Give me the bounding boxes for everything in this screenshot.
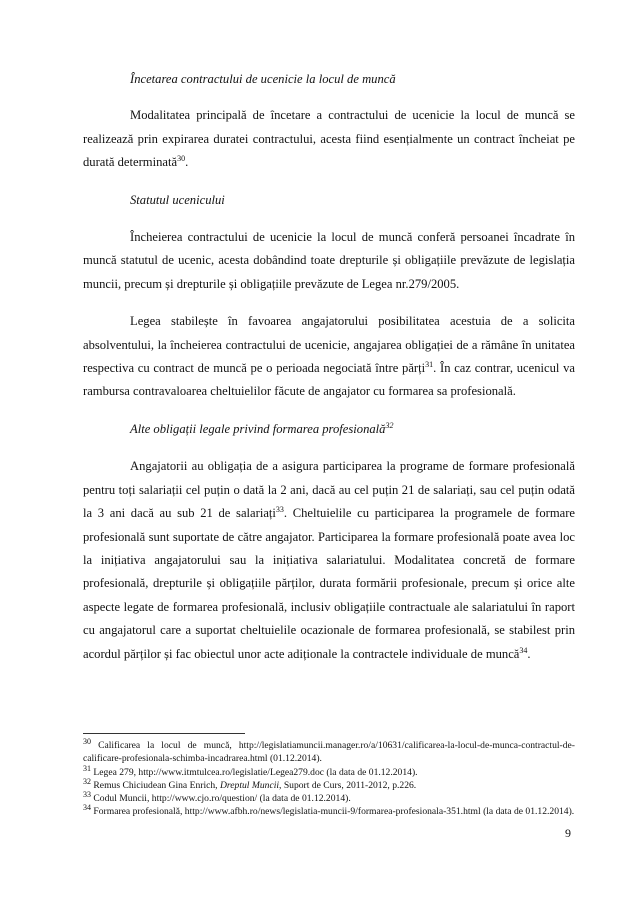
section-heading — [83, 418, 575, 441]
paragraph-text: . — [527, 646, 531, 661]
footnote-text: , Suport de Curs, 2011-2012, p.226. — [279, 779, 417, 791]
footnote — [83, 805, 575, 818]
heading-text: Statutul ucenicului — [130, 192, 225, 207]
footnote-ref[interactable]: 30 — [177, 154, 186, 164]
footnote — [83, 736, 575, 766]
body-text — [83, 68, 575, 666]
footnote-ref[interactable]: 34 — [519, 645, 528, 655]
heading-text: Încetarea contractului de ucenicie la locul de muncă — [130, 72, 396, 86]
paragraph — [83, 310, 575, 404]
footnote — [83, 763, 575, 779]
footnote-number: 31 — [83, 763, 91, 773]
footnote-ref[interactable]: 32 — [385, 420, 394, 430]
footnote-text[interactable]: Calificarea la locul de muncă, http://legislatiamuncii.manager.ro/a/10631/calificarea-la-locul-de-munca-contractul-de-calificare-profesionala-schimba-incadrarea.html (01.12.2014). — [83, 740, 575, 765]
paragraph-text: . În caz contrar, ucenicul va rambursa contravaloarea cheltuielilor făcute de angajator cu formarea sa profesională. — [83, 361, 575, 399]
page-number: 9 — [565, 826, 571, 840]
footnote-ref[interactable]: 31 — [425, 359, 434, 369]
paragraph-text: Angajatorii au obligația de a asigura participarea la programe de formare profesională pentru toți salariații cel puțin o dată la 2 ani, dacă au cel puțin 21 de salariați, sau cel puțin odată la 3 ani dacă au sub 21 de salariați — [83, 459, 575, 521]
heading-text: Alte obligații legale privind formarea profesională — [130, 421, 386, 436]
footnote-number: 34 — [83, 803, 91, 813]
paragraph-text: . Cheltuielile cu participarea la programele de formare profesională sunt suportate de către angajator. Participarea la formare profesională poate avea loc la inițiativa angajatorului sau la inițiativa salariatului. Modalitatea concretă de formare profesională, drepturile și obligațiile părților, durata formării profesionale, precum și orice alte aspecte legate de formarea profesională, inclusiv obligațiile contractuale ale salariatului în raport cu angajatorul care a suportat cheltuielile ocazionale de formarea profesională, se stabilest prin acordul părților și fac obiectul unor acte adiționale la contractele individuale de muncă — [83, 506, 575, 661]
footnote-book-title: Dreptul Muncii — [219, 779, 280, 791]
section-heading — [83, 189, 575, 212]
paragraph — [83, 226, 575, 296]
footnote-text[interactable]: Codul Muncii, http://www.cjo.ro/question/ (la data de 01.12.2014). — [93, 793, 351, 805]
footnote-divider — [83, 733, 245, 734]
paragraph-text: Încheierea contractului de ucenicie la locul de muncă conferă persoanei încadrate în muncă statutul de ucenic, acesta dobândind toate drepturile și obligațiile prevăzute de legislația muncii, precum și drepturile și obligațiile prevăzute de Legea nr.279/2005. — [83, 230, 575, 291]
footnote-text[interactable]: Legea 279, http://www.itmtulcea.ro/legislatie/Legea279.doc (la data de 01.12.2014). — [93, 766, 418, 778]
footnote-text: Remus Chiciudean Gina Enrich, — [93, 779, 220, 791]
footnote-number: 30 — [83, 736, 91, 746]
footnote — [83, 792, 575, 805]
footnote-ref[interactable]: 33 — [275, 504, 284, 514]
footnote-text[interactable]: Formarea profesională, http://www.afbh.ro/news/legislatia-muncii-9/formarea-profesionala-351.html (la data de 01.12.2014). — [93, 806, 575, 818]
footnote-number: 33 — [83, 790, 91, 799]
paragraph-text: . — [185, 155, 189, 170]
paragraph-text: Modalitatea principală de încetare a contractului de ucenicie la locul de muncă se realizează prin expirarea duratei contractului, acesta fiind esențialmente un contract încheiat pe durată determinată — [83, 108, 575, 170]
footnote — [83, 776, 575, 792]
paragraph — [83, 455, 575, 666]
section-heading — [83, 68, 575, 91]
footnote-number: 32 — [83, 776, 91, 786]
footnotes — [83, 736, 575, 819]
paragraph — [83, 104, 575, 174]
paragraph-text: Legea stabilește în favoarea angajatorului posibilitatea acestuia de a solicita absolventului, la încheierea contractului de ucenicie, angajarea obligației de a rămâne în unitatea respectiva cu contract de muncă pe o perioada negociată între părți — [83, 314, 575, 376]
